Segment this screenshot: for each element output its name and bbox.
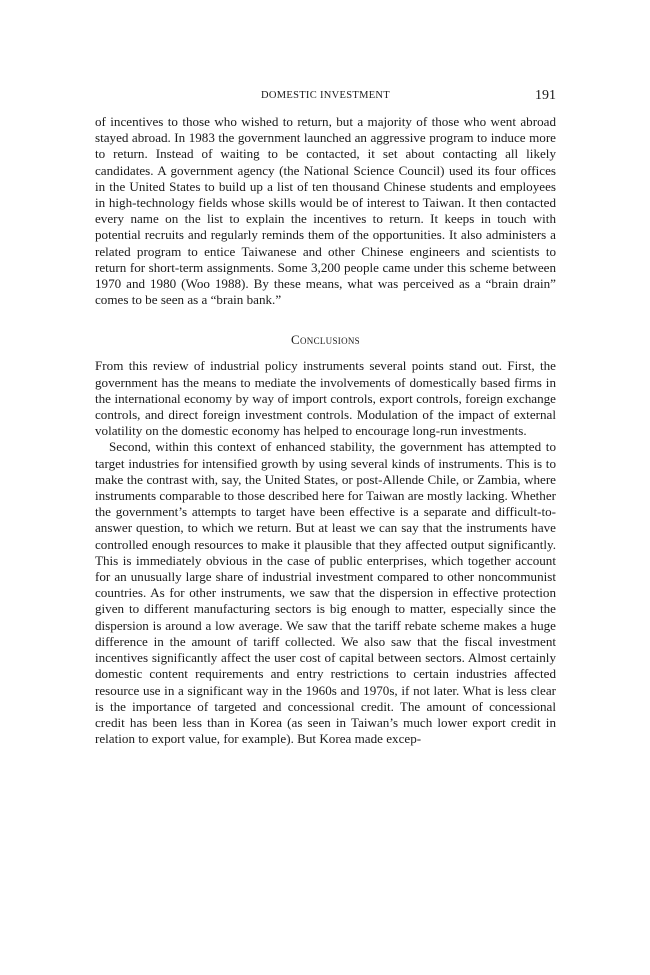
page-header [95, 90, 556, 114]
paragraph-conclusions-first: From this review of industrial policy instruments several points stand out. First, the government has the means to mediate the involvements of domestically based firms in the international economy by way of import controls, export controls, foreign exchange controls, and direct foreign investment controls. Modulation of the impact of external volatility on the domestic economy has helped to encourage long-run investments. [95, 358, 556, 439]
section-heading: Conclusions [291, 332, 360, 348]
book-page [95, 90, 556, 747]
page-number: 191 [535, 88, 556, 103]
paragraph-continuation: of incentives to those who wished to return, but a majority of those who went abroad stayed abroad. In 1983 the government launched an aggressive program to induce more to return. Instead of waiting to be contacted, it set about contacting all likely candidates. A government agency (the National Science Council) used its four offices in the United States to build up a list of ten thousand Chinese students and employees in high-technology fields whose skills would be of interest to Taiwan. It then contacted every name on the list to explain the incentives to return. It keeps in touch with potential recruits and regularly reminds them of the opportunities. It also administers a related program to entice Taiwanese and other Chinese engineers and scientists to return for short-term assignments. Some 3,200 people came under this scheme between 1970 and 1980 (Woo 1988). By these means, what was perceived as a “brain drain” comes to be seen as a “brain bank.” [95, 114, 556, 308]
running-head: DOMESTIC INVESTMENT [260, 90, 391, 101]
paragraph-conclusions-second: Second, within this context of enhanced stability, the government has attempted to target industries for intensified growth by using several kinds of instruments. This is to make the contrast with, say, the United States, or post-Allende Chile, or Zambia, where instruments comparable to those described here for Taiwan are mostly lacking. Whether the government’s attempts to target have been effective is a separate and difficult-to-answer question, to which we return. But at least we can say that the instruments have controlled enough resources to make it plausible that they affected output significantly. This is immediately obvious in the case of public enterprises, which together account for an unusually large share of industrial investment compared to other noncommunist countries. As for other instruments, we saw that the dispersion in effective protection given to different manufacturing sectors is big enough to matter, especially since the dispersion is around a low average. We saw that the tariff rebate scheme makes a huge difference in the amount of tariff collected. We also saw that the fiscal investment incentives significantly affect the user cost of capital between sectors. Almost certainly domestic content requirements and entry restrictions to certain industries affected resource use in a significant way in the 1960s and 1970s, if not later. What is less clear is the importance of targeted and concessional credit. The amount of concessional credit has been less than in Korea (as seen in Taiwan’s much lower export credit in relation to export value, for example). But Korea made excep- [95, 439, 556, 747]
